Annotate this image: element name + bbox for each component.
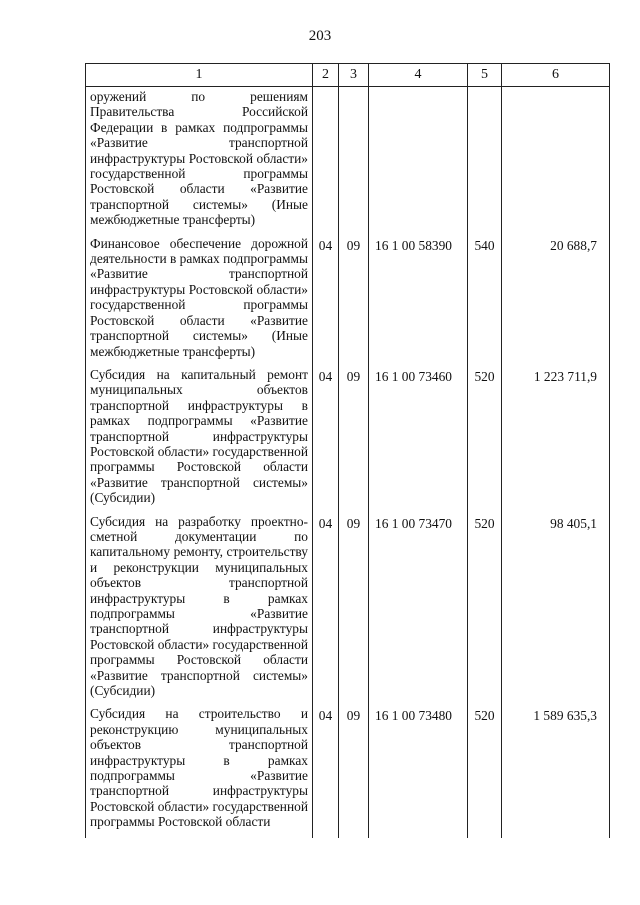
header-col-2: 2 — [313, 64, 339, 87]
row-subsection: 09 — [339, 514, 369, 707]
page-number: 203 — [308, 28, 332, 44]
table-row — [86, 706, 610, 837]
row-subsection: 09 — [339, 236, 369, 367]
header-col-6: 6 — [502, 64, 610, 87]
row-expense-type: 540 — [468, 236, 502, 367]
row-expense-type: 520 — [468, 367, 502, 514]
table-row — [86, 87, 610, 236]
row-section — [313, 87, 339, 236]
row-expense-type — [468, 87, 502, 236]
row-amount: 1 223 711,9 — [502, 367, 610, 514]
table-row — [86, 367, 610, 514]
row-amount: 1 589 635,3 — [502, 706, 610, 837]
row-target-article: 16 1 00 73480 — [369, 706, 468, 837]
header-col-3: 3 — [339, 64, 369, 87]
row-expense-type: 520 — [468, 706, 502, 837]
row-expense-type: 520 — [468, 514, 502, 707]
row-name: Финансовое обеспечение дорожной деятельности в рамках подпрограммы «Развитие транспортной инфраструктуры Ростовской области» государственной программы Ростовской области «Развитие транспортной системы» (Иные межбюджетные трансферты) — [86, 236, 313, 367]
header-col-4: 4 — [369, 64, 468, 87]
row-section: 04 — [313, 514, 339, 707]
row-name: Субсидия на разработку проектно-сметной документации по капитальному ремонту, строительству и реконструкции муниципальных объектов транспортной инфраструктуры в рамках подпрограммы «Развитие транспортной инфраструктуры Ростовской области» государственной программы Ростовской области «Развитие транспортной системы» (Субсидии) — [86, 514, 313, 707]
row-amount — [502, 87, 610, 236]
row-target-article — [369, 87, 468, 236]
row-section: 04 — [313, 706, 339, 837]
row-subsection: 09 — [339, 367, 369, 514]
row-target-article: 16 1 00 73470 — [369, 514, 468, 707]
header-col-1: 1 — [86, 64, 313, 87]
table-row — [86, 514, 610, 707]
header-col-5: 5 — [468, 64, 502, 87]
row-amount: 20 688,7 — [502, 236, 610, 367]
row-subsection: 09 — [339, 706, 369, 837]
row-target-article: 16 1 00 73460 — [369, 367, 468, 514]
row-target-article: 16 1 00 58390 — [369, 236, 468, 367]
row-section: 04 — [313, 367, 339, 514]
row-name: Субсидия на строительство и реконструкцию муниципальных объектов транспортной инфраструктуры в рамках подпрограммы «Развитие транспортной инфраструктуры Ростовской области» государственной программы Ростовской области — [86, 706, 313, 837]
row-section: 04 — [313, 236, 339, 367]
table-row — [86, 236, 610, 367]
row-amount: 98 405,1 — [502, 514, 610, 707]
row-subsection — [339, 87, 369, 236]
row-name: Субсидия на капитальный ремонт муниципальных объектов транспортной инфраструктуры в рамках подпрограммы «Развитие транспортной инфраструктуры Ростовской области» государственной программы Ростовской области «Развитие транспортной системы» (Субсидии) — [86, 367, 313, 514]
table-header-row — [86, 64, 610, 87]
budget-table — [85, 63, 610, 838]
row-name: оружений по решениям Правительства Российской Федерации в рамках подпрограммы «Развитие транспортной инфраструктуры Ростовской области» государственной программы Ростовской области «Развитие транспортной системы» (Иные межбюджетные трансферты) — [86, 87, 313, 236]
